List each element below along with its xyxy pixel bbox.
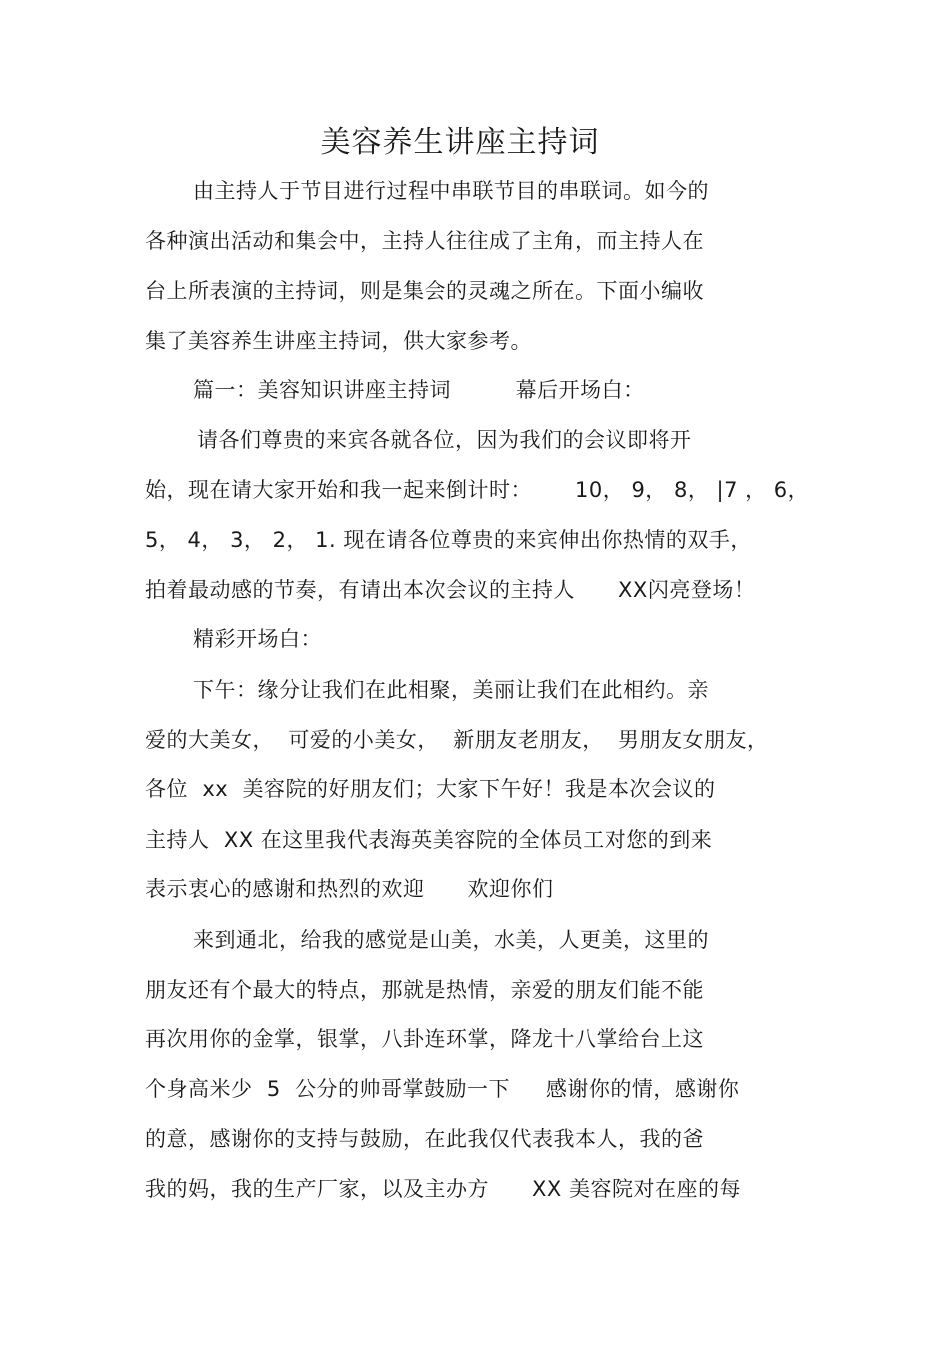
paragraph-line: 的意，感谢你的支持与鼓励，在此我仅代表我本人，我的爸 xyxy=(145,1127,704,1151)
paragraph-line: 请各们尊贵的来宾各就各位，因为我们的会议即将开 xyxy=(197,428,692,452)
paragraph-line: 来到通北，给我的感觉是山美，水美，人更美，这里的 xyxy=(193,928,709,952)
paragraph-line: 拍着最动感的节奏，有请出本次会议的主持人 XX闪亮登场！ xyxy=(145,578,756,602)
section-heading: 篇一：美容知识讲座主持词 幕后开场白： xyxy=(193,378,645,402)
document-title: 美容养生讲座主持词 xyxy=(320,125,600,160)
paragraph-line: 各位 xx 美容院的好朋友们；大家下午好！我是本次会议的 xyxy=(145,777,716,801)
paragraph-line: 精彩开场白： xyxy=(193,627,322,651)
paragraph-line: 表示衷心的感谢和热烈的欢迎 欢迎你们 xyxy=(145,877,554,901)
paragraph-line: 台上所表演的主持词，则是集会的灵魂之所在。下面小编收 xyxy=(145,279,704,303)
paragraph-line: 集了美容养生讲座主持词，供大家参考。 xyxy=(145,329,532,353)
paragraph-line: 5， 4， 3， 2， 1. 现在请各位尊贵的来宾伸出你热情的双手， xyxy=(145,528,752,552)
paragraph-line: 主持人 XX 在这里我代表海英美容院的全体员工对您的到来 xyxy=(145,828,713,852)
paragraph-line: 下午：缘分让我们在此相聚，美丽让我们在此相约。亲 xyxy=(193,678,709,702)
paragraph-line: 朋友还有个最大的特点，那就是热情，亲爱的朋友们能不能 xyxy=(145,978,704,1002)
paragraph-line: 我的妈，我的生产厂家，以及主办方 XX 美容院对在座的每 xyxy=(145,1177,741,1201)
paragraph-line: 各种演出活动和集会中，主持人往往成了主角，而主持人在 xyxy=(145,229,704,253)
paragraph-line: 始，现在请大家开始和我一起来倒计时： 10， 9， 8， |7 ， 6， xyxy=(145,478,810,502)
paragraph-line: 由主持人于节目进行过程中串联节目的串联词。如今的 xyxy=(193,179,709,203)
paragraph-line: 个身高米少 5 公分的帅哥掌鼓励一下 感谢你的情，感谢你 xyxy=(145,1077,740,1101)
paragraph-line: 再次用你的金掌，银掌，八卦连环掌，降龙十八掌给台上这 xyxy=(145,1027,704,1051)
paragraph-line: 爱的大美女， 可爱的小美女， 新朋友老朋友， 男朋友女朋友， xyxy=(145,728,769,752)
